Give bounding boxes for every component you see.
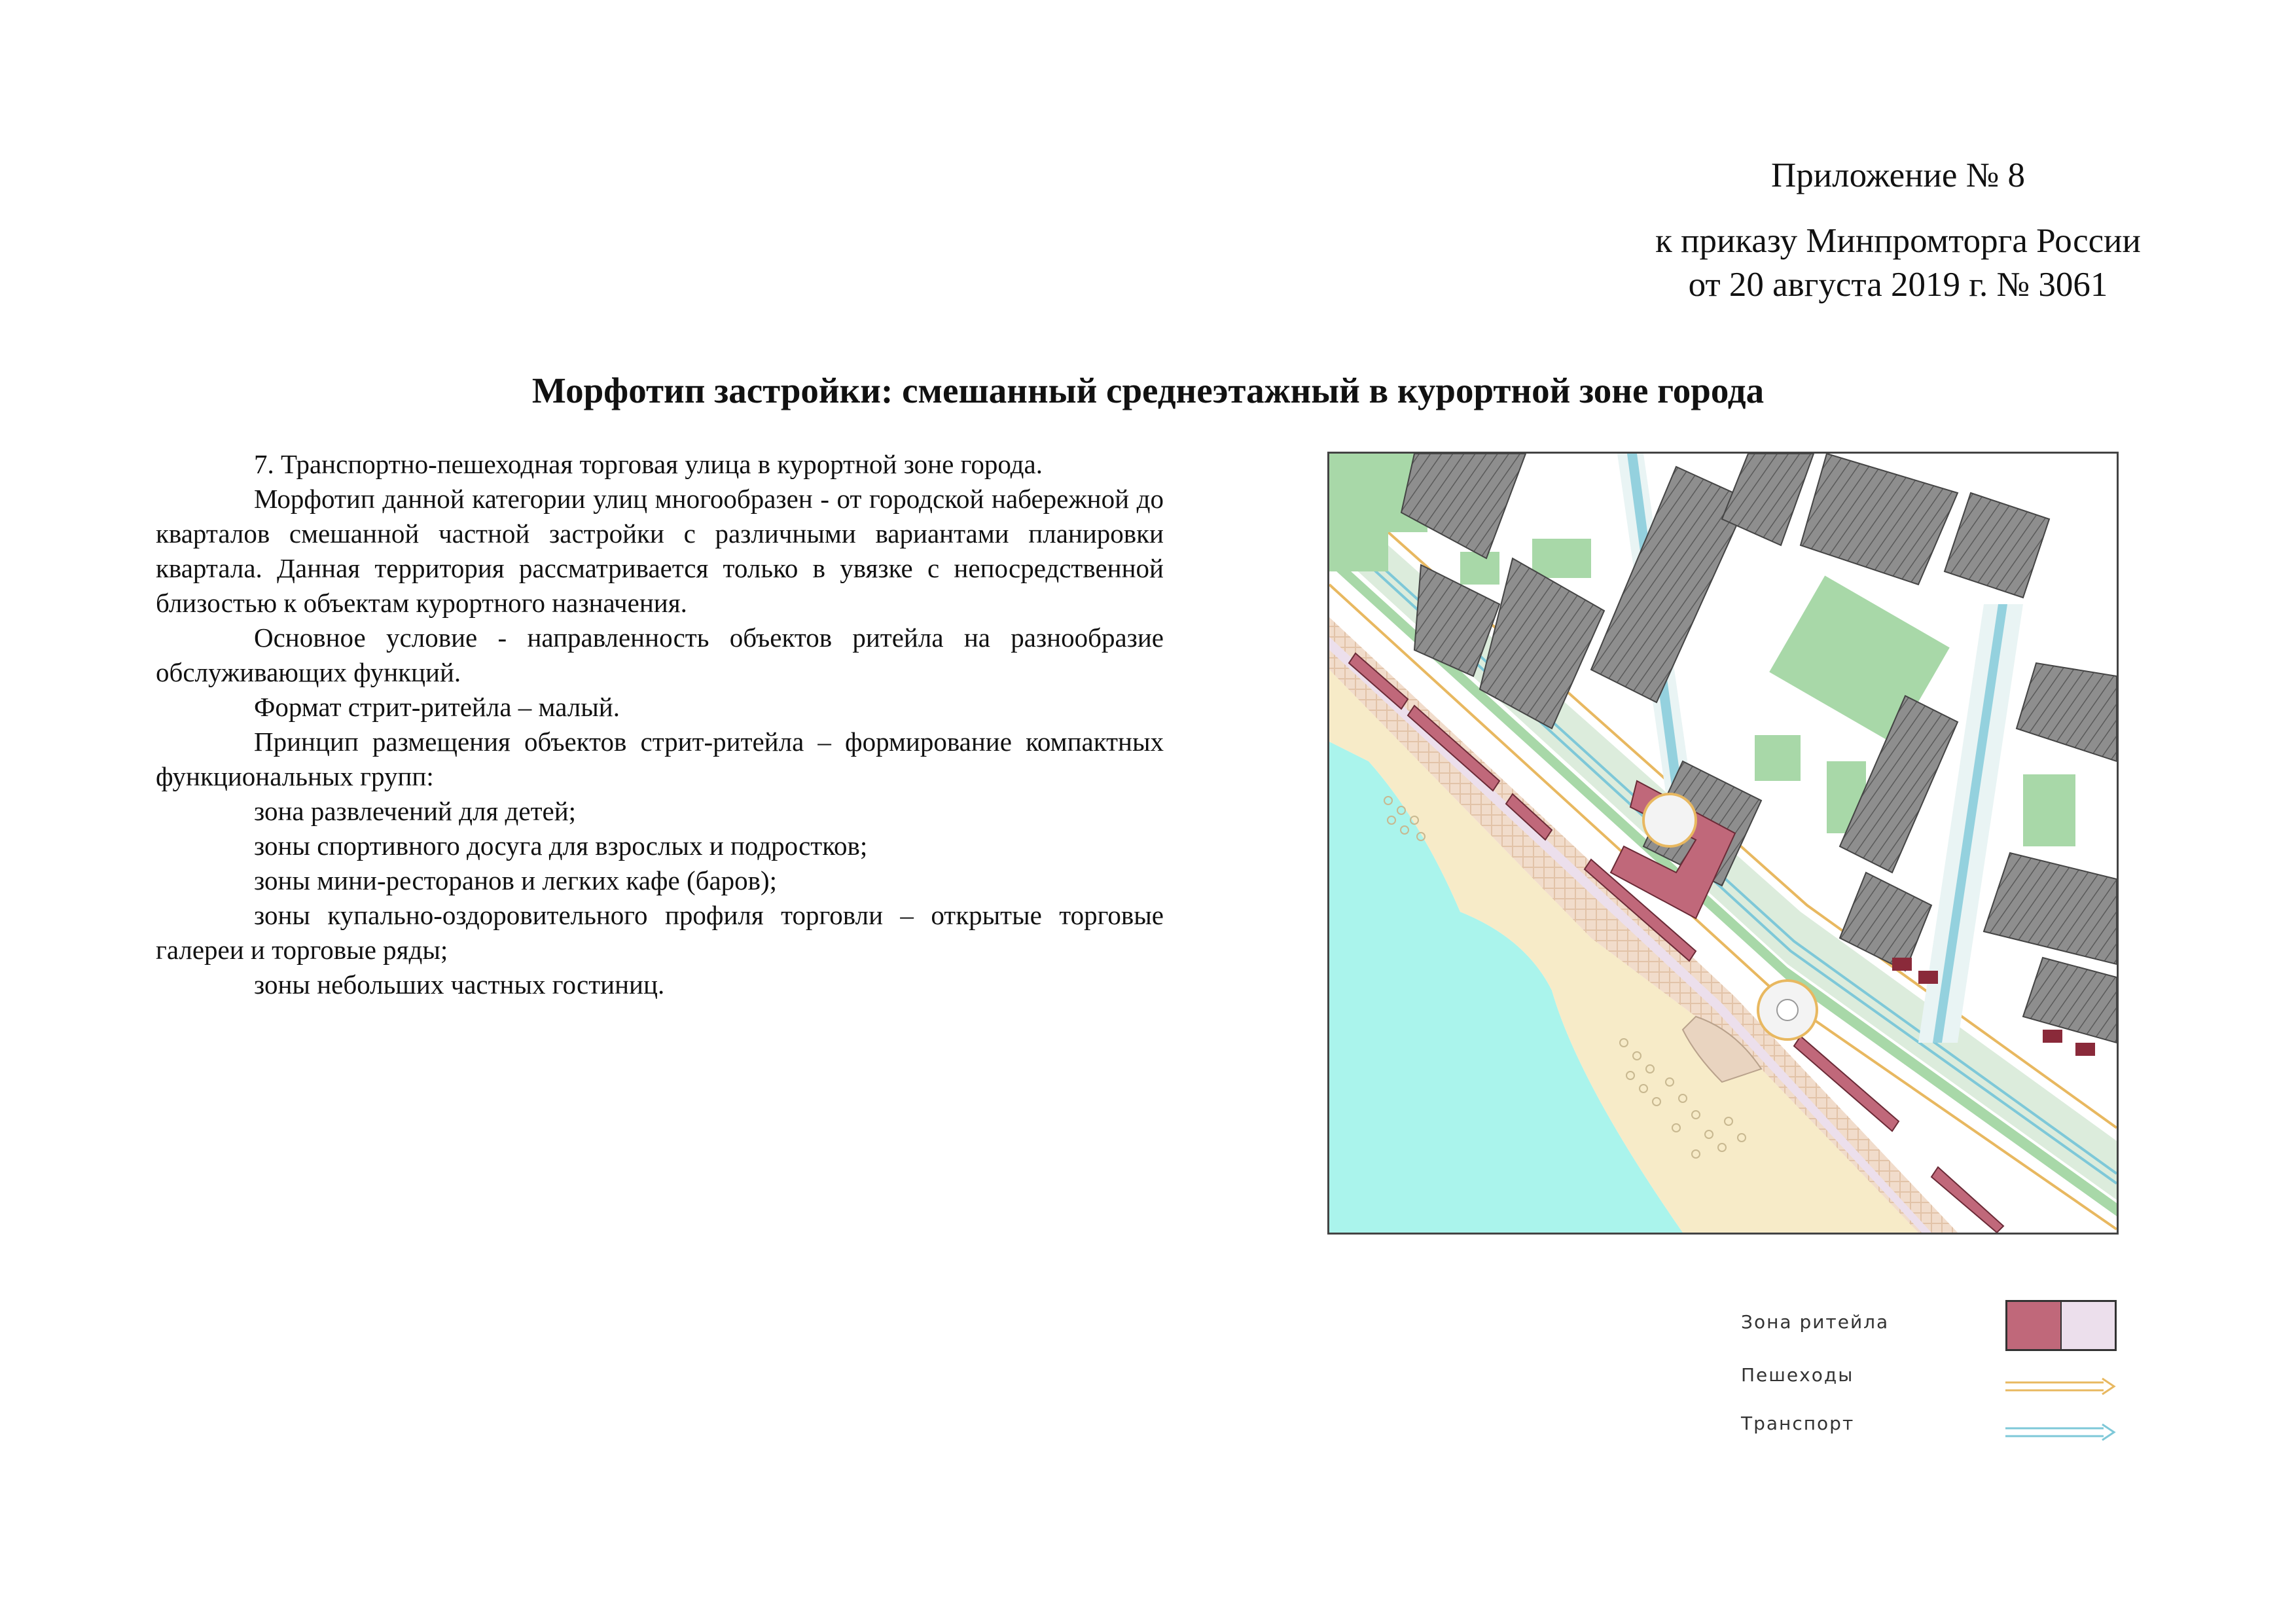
appendix-order: к приказу Минпромторга России: [1655, 222, 2141, 260]
transport-arrow-icon: [2005, 1419, 2117, 1445]
list-item: зоны спортивного досуга для взрослых и подростков;: [254, 831, 868, 861]
roundabout-1: [1643, 794, 1696, 846]
paragraph: Основное условие - направленность объектов ритейла на разнообразие обслуживающих функций.: [156, 623, 1164, 687]
legend-pedestrians-label: Пешеходы: [1741, 1364, 1854, 1386]
list-item: зоны небольших частных гостиниц.: [254, 969, 665, 1000]
legend-transport-label: Транспорт: [1741, 1413, 1855, 1434]
legend-retail-label: Зона ритейла: [1741, 1311, 1890, 1333]
body-text: [156, 447, 1164, 1002]
appendix-date: от 20 августа 2019 г. № 3061: [1688, 266, 2108, 304]
paragraph: Формат стрит-ритейла – малый.: [254, 692, 620, 722]
retail-light-swatch: [2062, 1302, 2115, 1349]
legend-retail-swatch: [2005, 1300, 2117, 1351]
paragraph: Морфотип данной категории улиц многообразен - от городской набережной до кварталов смешанной частной застройки с различными вариантами планировки квартала. Данная территория рассматривается только в увязке с непосредственной близостью к объектам курортного назначения.: [156, 484, 1164, 618]
pedestrian-arrow-icon: [2005, 1373, 2117, 1399]
list-item: зоны купально-оздоровительного профиля торговли – открытые торговые галереи и торговые ряды;: [156, 900, 1164, 965]
site-plan-map: [1327, 452, 2119, 1235]
list-item: зона развлечений для детей;: [254, 796, 577, 826]
paragraph: Принцип размещения объектов стрит-ритейла – формирование компактных функциональных групп:: [156, 727, 1164, 791]
appendix-title: Приложение № 8: [1770, 156, 2026, 194]
list-item: зоны мини-ресторанов и легких кафе (баров);: [254, 865, 778, 895]
page-title: Морфотип застройки: смешанный среднеэтажный в курортной зоне города: [531, 370, 1765, 410]
paragraph: 7. Транспортно-пешеходная торговая улица в курортной зоне города.: [254, 449, 1043, 479]
retail-dark-swatch: [2007, 1302, 2062, 1349]
